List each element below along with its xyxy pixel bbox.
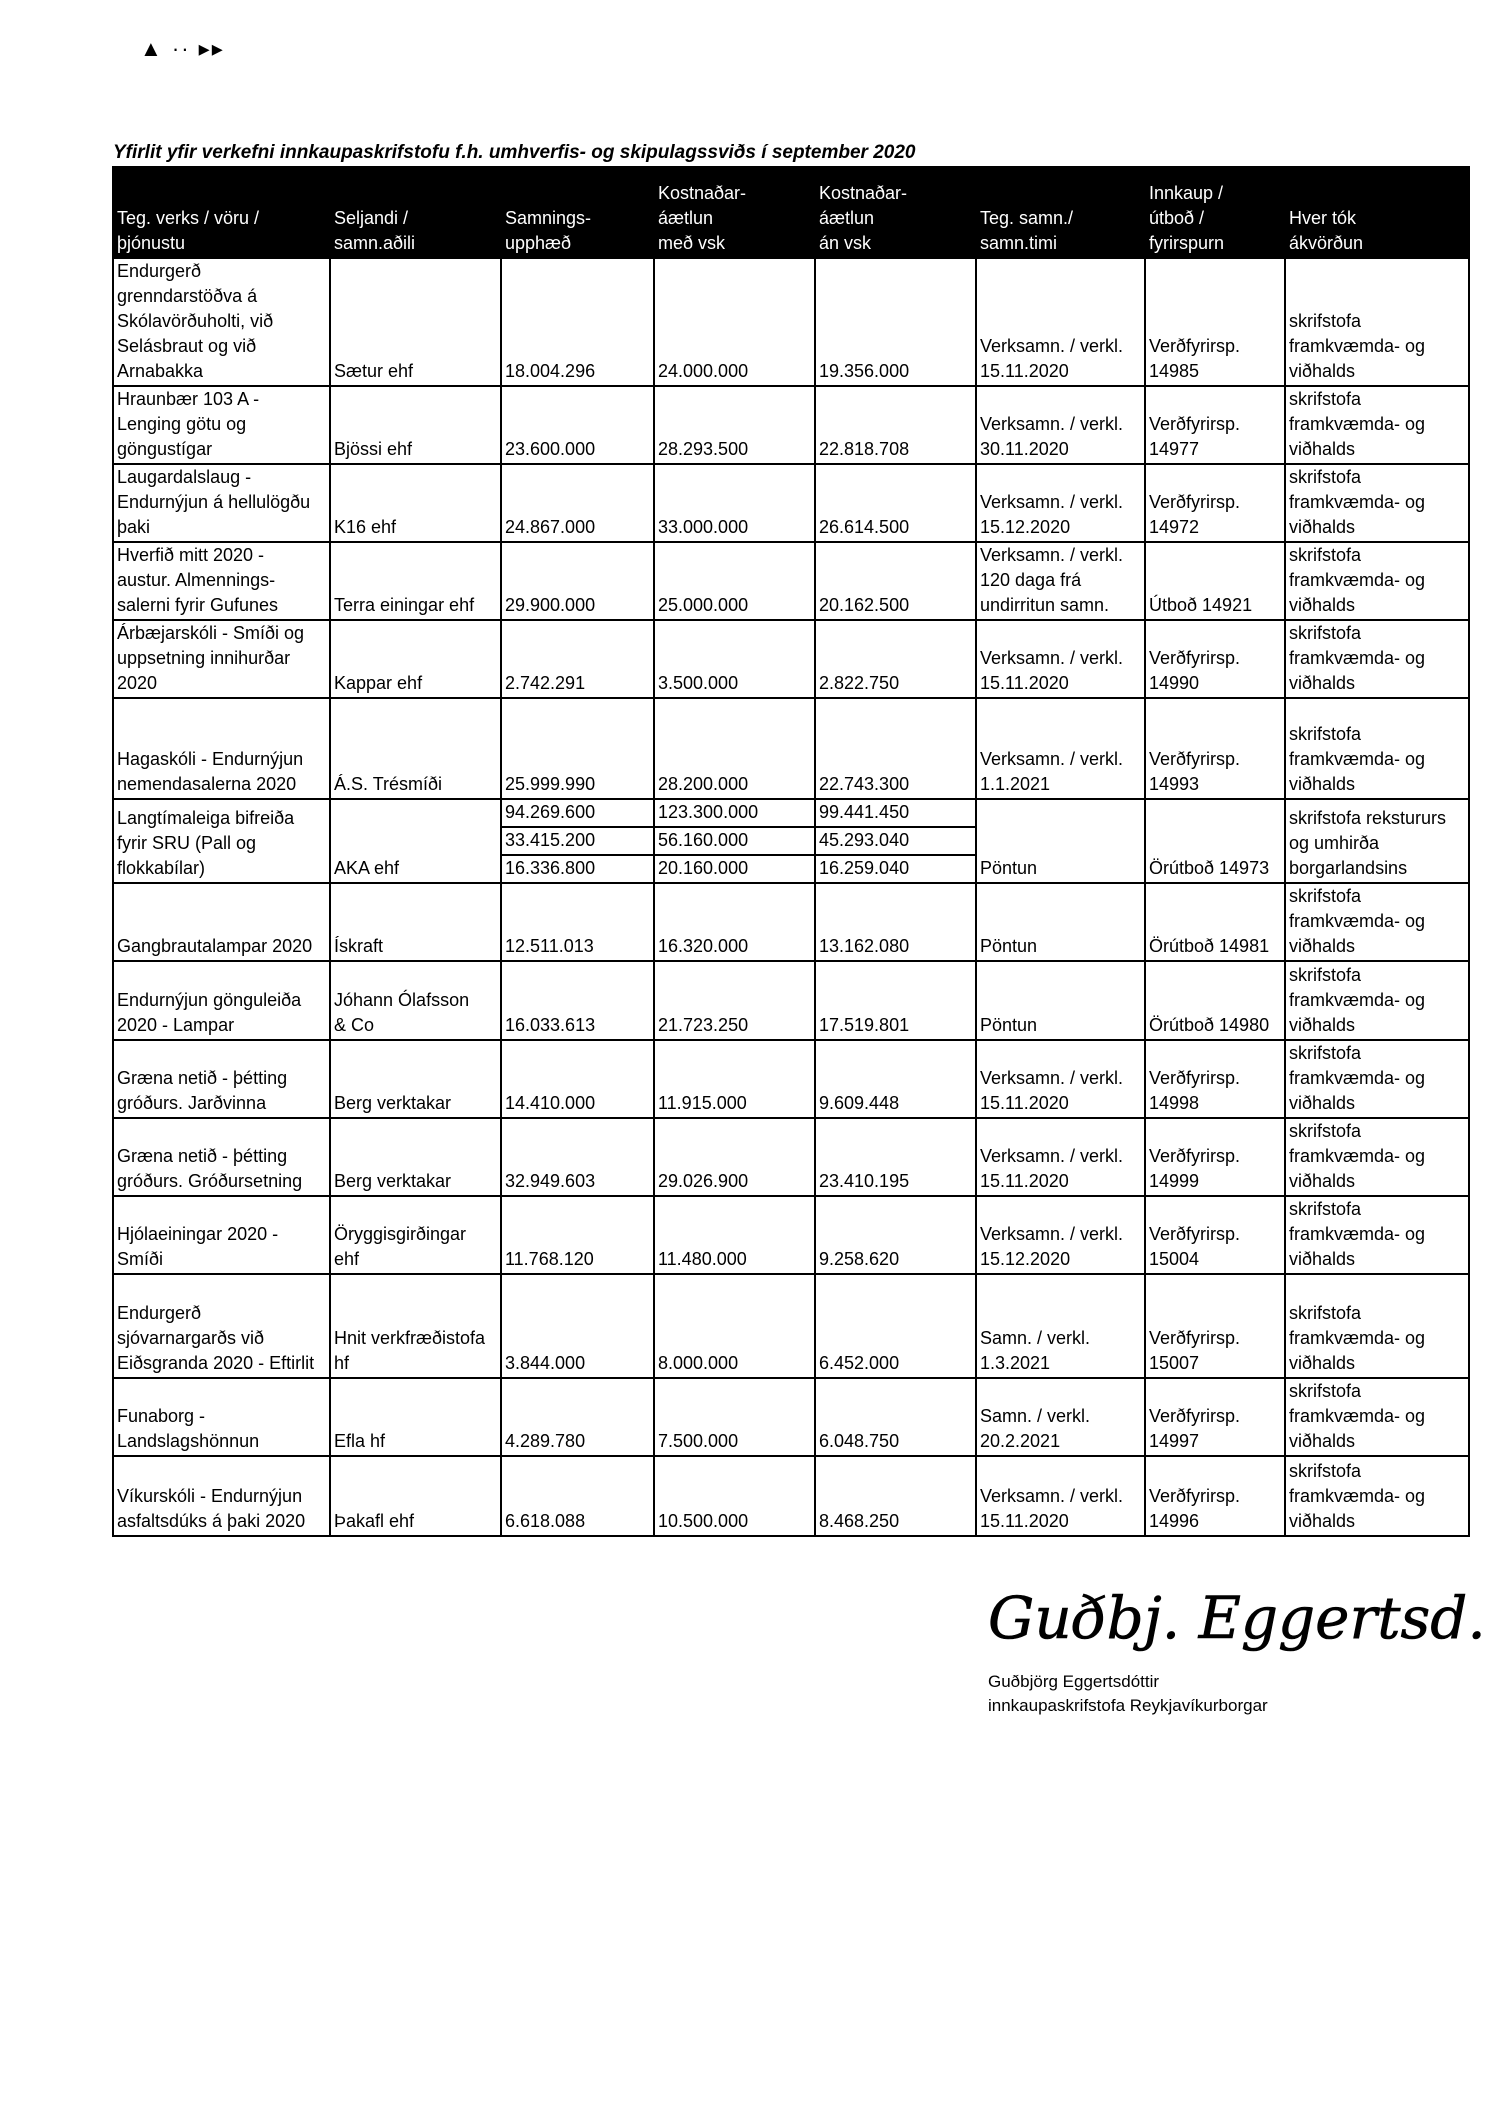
cell-task: Langtímaleiga bifreiða fyrir SRU (Pall og flokkabílar) <box>113 799 330 883</box>
cell-amount: 14.410.000 <box>501 1040 654 1118</box>
cell-contract: Verksamn. / verkl. 15.12.2020 <box>976 1196 1145 1274</box>
col-header-task: Teg. verks / vöru / þjónustu <box>113 167 330 258</box>
cell-with-vat: 29.026.900 <box>654 1118 815 1196</box>
cell-amount: 16.033.613 <box>501 961 654 1040</box>
cell-without-vat: 23.410.195 <box>815 1118 976 1196</box>
cell-procurement: Verðfyrirsp. 15004 <box>1145 1196 1285 1274</box>
cell-with-vat: 56.160.000 <box>654 827 815 855</box>
cell-without-vat: 6.452.000 <box>815 1274 976 1378</box>
cell-seller: Berg verktakar <box>330 1118 501 1196</box>
table-row <box>113 386 1469 464</box>
col-header-with-vat: Kostnaðar- áætlun með vsk <box>654 167 815 258</box>
table-row <box>113 464 1469 542</box>
cell-procurement: Verðfyrirsp. 14996 <box>1145 1456 1285 1536</box>
cell-decision: skrifstofa framkvæmda- og viðhalds <box>1285 883 1469 961</box>
cell-contract: Verksamn. / verkl. 15.11.2020 <box>976 620 1145 698</box>
table-row <box>113 1118 1469 1196</box>
cell-task: Endurnýjun gönguleiða 2020 - Lampar <box>113 961 330 1040</box>
cell-seller: Sætur ehf <box>330 258 501 386</box>
cell-seller: Þakafl ehf <box>330 1456 501 1536</box>
projects-table <box>112 166 1470 1537</box>
cell-without-vat: 9.609.448 <box>815 1040 976 1118</box>
cell-with-vat: 11.480.000 <box>654 1196 815 1274</box>
cell-procurement: Útboð 14921 <box>1145 542 1285 620</box>
cell-procurement: Verðfyrirsp. 15007 <box>1145 1274 1285 1378</box>
cell-decision: skrifstofa rekstururs og umhirða borgarlandsins <box>1285 799 1469 883</box>
cell-task: Hraunbær 103 A - Lenging götu og göngustígar <box>113 386 330 464</box>
cell-seller: AKA ehf <box>330 799 501 883</box>
cell-task: Laugardalslaug - Endurnýjun á hellulögðu þaki <box>113 464 330 542</box>
col-header-amount: Samnings- upphæð <box>501 167 654 258</box>
cell-with-vat: 3.500.000 <box>654 620 815 698</box>
cell-procurement: Verðfyrirsp. 14998 <box>1145 1040 1285 1118</box>
signer-name: Guðbjörg Eggertsdóttir <box>988 1672 1160 1691</box>
cell-contract: Verksamn. / verkl. 15.11.2020 <box>976 258 1145 386</box>
cell-without-vat: 9.258.620 <box>815 1196 976 1274</box>
cell-contract: Verksamn. / verkl. 15.11.2020 <box>976 1118 1145 1196</box>
cell-with-vat: 20.160.000 <box>654 855 815 883</box>
cell-with-vat: 8.000.000 <box>654 1274 815 1378</box>
cell-contract: Verksamn. / verkl. 1.1.2021 <box>976 698 1145 799</box>
table-row <box>113 542 1469 620</box>
cell-decision: skrifstofa framkvæmda- og viðhalds <box>1285 1274 1469 1378</box>
cell-without-vat: 26.614.500 <box>815 464 976 542</box>
cell-amount: 94.269.600 <box>501 799 654 827</box>
cell-amount: 33.415.200 <box>501 827 654 855</box>
cell-without-vat: 17.519.801 <box>815 961 976 1040</box>
cell-task: Gangbrautalampar 2020 <box>113 883 330 961</box>
cell-without-vat: 20.162.500 <box>815 542 976 620</box>
cell-procurement: Örútboð 14981 <box>1145 883 1285 961</box>
cell-without-vat: 45.293.040 <box>815 827 976 855</box>
cell-task: Græna netið - þétting gróðurs. Gróðursetning <box>113 1118 330 1196</box>
cell-contract: Pöntun <box>976 961 1145 1040</box>
cell-task: Endurgerð grenndarstöðva á Skólavörðuholti, við Selásbraut og við Arnabakka <box>113 258 330 386</box>
signature-block <box>988 1670 1268 1718</box>
cell-seller: Á.S. Trésmíði <box>330 698 501 799</box>
cell-decision: skrifstofa framkvæmda- og viðhalds <box>1285 464 1469 542</box>
cell-amount: 6.618.088 <box>501 1456 654 1536</box>
cell-with-vat: 16.320.000 <box>654 883 815 961</box>
cell-amount: 16.336.800 <box>501 855 654 883</box>
cell-procurement: Verðfyrirsp. 14993 <box>1145 698 1285 799</box>
col-header-seller: Seljandi / samn.aðili <box>330 167 501 258</box>
cell-task: Árbæjarskóli - Smíði og uppsetning innihurðar 2020 <box>113 620 330 698</box>
cell-procurement: Verðfyrirsp. 14999 <box>1145 1118 1285 1196</box>
table-row <box>113 961 1469 1040</box>
cell-procurement: Örútboð 14973 <box>1145 799 1285 883</box>
cell-decision: skrifstofa framkvæmda- og viðhalds <box>1285 386 1469 464</box>
col-header-procurement: Innkaup / útboð / fyrirspurn <box>1145 167 1285 258</box>
cell-seller: Efla hf <box>330 1378 501 1456</box>
cell-procurement: Verðfyrirsp. 14997 <box>1145 1378 1285 1456</box>
cell-task: Endurgerð sjóvarnargarðs við Eiðsgranda 2020 - Eftirlit <box>113 1274 330 1378</box>
cell-with-vat: 11.915.000 <box>654 1040 815 1118</box>
cell-amount: 23.600.000 <box>501 386 654 464</box>
page-title: Yfirlit yfir verkefni innkaupaskrifstofu f.h. umhverfis- og skipulagssviðs í september 2020 <box>113 142 916 163</box>
table-row <box>113 1196 1469 1274</box>
cell-without-vat: 13.162.080 <box>815 883 976 961</box>
cell-seller: Berg verktakar <box>330 1040 501 1118</box>
cell-decision: skrifstofa framkvæmda- og viðhalds <box>1285 1378 1469 1456</box>
table-row <box>113 883 1469 961</box>
cell-task: Hverfið mitt 2020 - austur. Almennings- salerni fyrir Gufunes <box>113 542 330 620</box>
cell-amount: 32.949.603 <box>501 1118 654 1196</box>
table-row <box>113 1378 1469 1456</box>
cell-seller: Hnit verkfræðistofa hf <box>330 1274 501 1378</box>
cell-contract: Verksamn. / verkl. 15.11.2020 <box>976 1456 1145 1536</box>
cell-procurement: Verðfyrirsp. 14985 <box>1145 258 1285 386</box>
cell-amount: 24.867.000 <box>501 464 654 542</box>
cell-without-vat: 22.818.708 <box>815 386 976 464</box>
cell-contract: Pöntun <box>976 883 1145 961</box>
cell-decision: skrifstofa framkvæmda- og viðhalds <box>1285 1196 1469 1274</box>
cell-without-vat: 22.743.300 <box>815 698 976 799</box>
cell-decision: skrifstofa framkvæmda- og viðhalds <box>1285 961 1469 1040</box>
cell-with-vat: 10.500.000 <box>654 1456 815 1536</box>
cell-contract: Verksamn. / verkl. 30.11.2020 <box>976 386 1145 464</box>
cell-task: Funaborg - Landslagshönnun <box>113 1378 330 1456</box>
cell-with-vat: 25.000.000 <box>654 542 815 620</box>
cell-decision: skrifstofa framkvæmda- og viðhalds <box>1285 1118 1469 1196</box>
cell-amount: 18.004.296 <box>501 258 654 386</box>
cell-without-vat: 19.356.000 <box>815 258 976 386</box>
cell-with-vat: 28.293.500 <box>654 386 815 464</box>
cell-amount: 4.289.780 <box>501 1378 654 1456</box>
cell-task: Hagaskóli - Endurnýjun nemendasalerna 2020 <box>113 698 330 799</box>
table-row <box>113 258 1469 386</box>
cell-procurement: Verðfyrirsp. 14990 <box>1145 620 1285 698</box>
signature-text: Guðbj. Eggertsd. <box>988 1584 1486 1652</box>
cell-amount: 11.768.120 <box>501 1196 654 1274</box>
cell-decision: skrifstofa framkvæmda- og viðhalds <box>1285 1456 1469 1536</box>
table-row <box>113 1274 1469 1378</box>
cell-contract: Verksamn. / verkl. 15.12.2020 <box>976 464 1145 542</box>
cell-seller: Terra einingar ehf <box>330 542 501 620</box>
table-row <box>113 1040 1469 1118</box>
table-row <box>113 620 1469 698</box>
cell-amount: 25.999.990 <box>501 698 654 799</box>
cell-with-vat: 24.000.000 <box>654 258 815 386</box>
cell-amount: 12.511.013 <box>501 883 654 961</box>
cell-procurement: Verðfyrirsp. 14972 <box>1145 464 1285 542</box>
cell-seller: Jóhann Ólafsson & Co <box>330 961 501 1040</box>
col-header-without-vat: Kostnaðar- áætlun án vsk <box>815 167 976 258</box>
cell-decision: skrifstofa framkvæmda- og viðhalds <box>1285 620 1469 698</box>
table-row <box>113 698 1469 799</box>
table-row <box>113 1456 1469 1536</box>
cell-contract: Samn. / verkl. 20.2.2021 <box>976 1378 1145 1456</box>
cell-amount: 29.900.000 <box>501 542 654 620</box>
table-row-lease <box>113 799 1469 827</box>
cell-without-vat: 16.259.040 <box>815 855 976 883</box>
scan-marks: ▲ ·· ▸▸ <box>140 36 225 61</box>
cell-decision: skrifstofa framkvæmda- og viðhalds <box>1285 542 1469 620</box>
cell-with-vat: 33.000.000 <box>654 464 815 542</box>
col-header-decision: Hver tók ákvörðun <box>1285 167 1469 258</box>
cell-seller: Öryggisgirðingar ehf <box>330 1196 501 1274</box>
cell-decision: skrifstofa framkvæmda- og viðhalds <box>1285 1040 1469 1118</box>
cell-with-vat: 7.500.000 <box>654 1378 815 1456</box>
cell-without-vat: 99.441.450 <box>815 799 976 827</box>
handwritten-signature <box>980 1568 1486 1658</box>
cell-without-vat: 6.048.750 <box>815 1378 976 1456</box>
cell-seller: Bjössi ehf <box>330 386 501 464</box>
cell-procurement: Örútboð 14980 <box>1145 961 1285 1040</box>
cell-with-vat: 21.723.250 <box>654 961 815 1040</box>
cell-task: Græna netið - þétting gróðurs. Jarðvinna <box>113 1040 330 1118</box>
cell-seller: Kappar ehf <box>330 620 501 698</box>
signer-office: innkaupaskrifstofa Reykjavíkurborgar <box>988 1696 1268 1715</box>
cell-contract: Pöntun <box>976 799 1145 883</box>
cell-procurement: Verðfyrirsp. 14977 <box>1145 386 1285 464</box>
cell-amount: 3.844.000 <box>501 1274 654 1378</box>
cell-amount: 2.742.291 <box>501 620 654 698</box>
cell-without-vat: 8.468.250 <box>815 1456 976 1536</box>
cell-contract: Samn. / verkl. 1.3.2021 <box>976 1274 1145 1378</box>
col-header-contract: Teg. samn./ samn.timi <box>976 167 1145 258</box>
cell-contract: Verksamn. / verkl. 15.11.2020 <box>976 1040 1145 1118</box>
cell-seller: K16 ehf <box>330 464 501 542</box>
cell-seller: Ískraft <box>330 883 501 961</box>
cell-with-vat: 123.300.000 <box>654 799 815 827</box>
cell-contract: Verksamn. / verkl. 120 daga frá undirritun samn. <box>976 542 1145 620</box>
header-row <box>113 167 1469 258</box>
cell-task: Víkurskóli - Endurnýjun asfaltsdúks á þaki 2020 <box>113 1456 330 1536</box>
cell-decision: skrifstofa framkvæmda- og viðhalds <box>1285 258 1469 386</box>
cell-without-vat: 2.822.750 <box>815 620 976 698</box>
cell-with-vat: 28.200.000 <box>654 698 815 799</box>
cell-decision: skrifstofa framkvæmda- og viðhalds <box>1285 698 1469 799</box>
cell-task: Hjólaeiningar 2020 - Smíði <box>113 1196 330 1274</box>
